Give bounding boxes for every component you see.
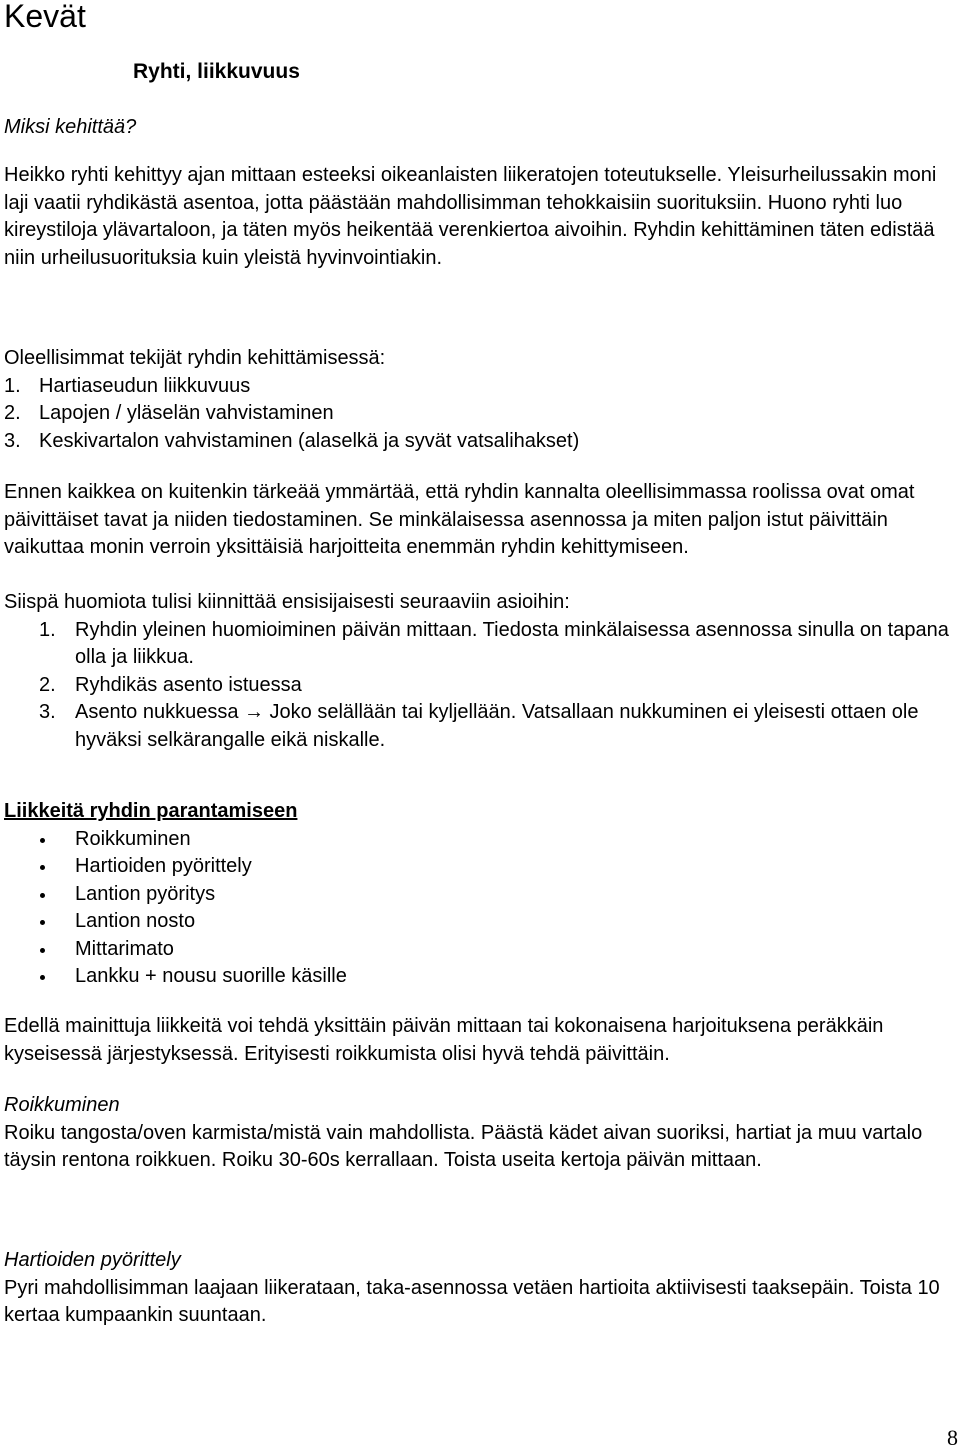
list-item: [4, 400, 954, 428]
list-text: Hartioiden pyörittely: [75, 855, 252, 877]
hanging-text: Roiku tangosta/oven karmista/mistä vain mahdollista. Päästä kädet aivan suoriksi, hartiat ja muu vartalo täysin rentona roikkuen. Roiku 30-60s kerrallaan. Toista useita kertoja päivän mittaan.: [4, 1121, 923, 1171]
list-item: [4, 881, 954, 909]
list-item: [4, 672, 954, 700]
page-number: 8: [947, 1425, 958, 1450]
list-item: [4, 908, 954, 936]
list-text: Roikkuminen: [75, 827, 191, 850]
bullet-icon: [40, 975, 45, 980]
list-item: [4, 617, 954, 672]
list-text: Keskivartalon vahvistaminen (alaselkä ja syvät vatsalihakset): [39, 429, 580, 452]
list-text: Lantion pyöritys: [75, 882, 216, 905]
list-text: Lantion nosto: [75, 910, 196, 932]
bullet-icon: [40, 838, 45, 843]
shoulder-rolls-title: Hartioiden pyörittely: [4, 1249, 181, 1271]
hanging-section: [4, 1092, 954, 1175]
why-heading: Miksi kehittää?: [4, 116, 137, 138]
factors-list: [4, 373, 954, 456]
exercises-section: [4, 798, 954, 991]
exercises-list: [4, 826, 954, 991]
list-item: [4, 699, 954, 754]
list-text: Ryhdin yleinen huomioiminen päivän mittaan. Tiedosta minkälaisessa asennossa sinulla on tapana olla ja liikkua.: [75, 618, 949, 668]
list-number: 1.: [39, 618, 56, 641]
intro-paragraph: Heikko ryhti kehittyy ajan mittaan esteeksi oikeanlaisten liikeratojen toteutukselle. Yleisurheilussakin moni laji vaatii ryhdikästä asentoa, jotta päästään mahdollisimman tehokkaisiin suorituksiin. Huono ryhti luo kireystiloja ylävartaloon, ja täten myös heikentää verenkiertoa aivoihin. Ryhdin kehittäminen täten edistää niin urheilusuorituksia kuin yleistä hyvinvointiakin.: [4, 164, 937, 269]
daily-habits-paragraph: Ennen kaikkea on kuitenkin tärkeää ymmärtää, että ryhdin kannalta oleellisimmassa roolissa ovat omat päivittäiset tavat ja niiden tiedostaminen. Se minkälaisessa asennossa ja miten paljon istut päivittäin vaikuttaa monin verroin yksittäisiä harjoitteita enemmän ryhdin kehittymiseen.: [4, 481, 915, 558]
factors-intro: Oleellisimmat tekijät ryhdin kehittämisessä:: [4, 347, 386, 369]
list-item: [4, 936, 954, 964]
list-number: 1.: [4, 374, 21, 397]
attention-list: [4, 617, 954, 755]
factors-section: [4, 345, 954, 455]
list-number: 3.: [39, 701, 56, 723]
attention-intro: Siispä huomiota tulisi kiinnittää ensisijaisesti seuraaviin asioihin:: [4, 591, 570, 613]
list-number: 2.: [39, 673, 56, 696]
list-number: 3.: [4, 429, 21, 452]
list-text: Lankku + nousu suorille käsille: [75, 965, 347, 987]
bullet-icon: [40, 948, 45, 953]
list-item: [4, 826, 954, 854]
exercises-heading: Liikkeitä ryhdin parantamiseen: [4, 800, 298, 822]
bullet-icon: [40, 920, 45, 925]
list-text: Hartiaseudun liikkuvuus: [39, 374, 251, 397]
list-item: [4, 428, 954, 456]
list-text: Lapojen / yläselän vahvistaminen: [39, 402, 334, 424]
list-item: [4, 853, 954, 881]
bullet-icon: [40, 893, 45, 898]
list-number: 2.: [4, 402, 21, 424]
attention-section: [4, 589, 954, 754]
shoulder-rolls-section: [4, 1247, 954, 1330]
list-text: Asento nukkuessa → Joko selällään tai kyljellään. Vatsallaan nukkuminen ei yleisesti ottaen ole hyväksi selkärangalle eikä niskalle.: [75, 701, 919, 751]
list-item: [4, 373, 954, 401]
list-text: Mittarimato: [75, 937, 174, 960]
page-title: Kevät: [4, 0, 86, 34]
hanging-title: Roikkuminen: [4, 1094, 120, 1116]
exercises-note: Edellä mainittuja liikkeitä voi tehdä yksittäin päivän mittaan tai kokonaisena harjoituksena peräkkäin kyseisessä järjestyksessä. Erityisesti roikkumista olisi hyvä tehdä päivittäin.: [4, 1015, 884, 1065]
bullet-icon: [40, 865, 45, 870]
list-item: [4, 963, 954, 991]
section-title: Ryhti, liikkuvuus: [133, 60, 300, 83]
shoulder-rolls-text: Pyri mahdollisimman laajaan liikerataan, taka-asennossa vetäen hartioita aktiivisesti taaksepäin. Toista 10 kertaa kumpaankin suuntaan.: [4, 1276, 940, 1326]
list-text: Ryhdikäs asento istuessa: [75, 673, 302, 696]
